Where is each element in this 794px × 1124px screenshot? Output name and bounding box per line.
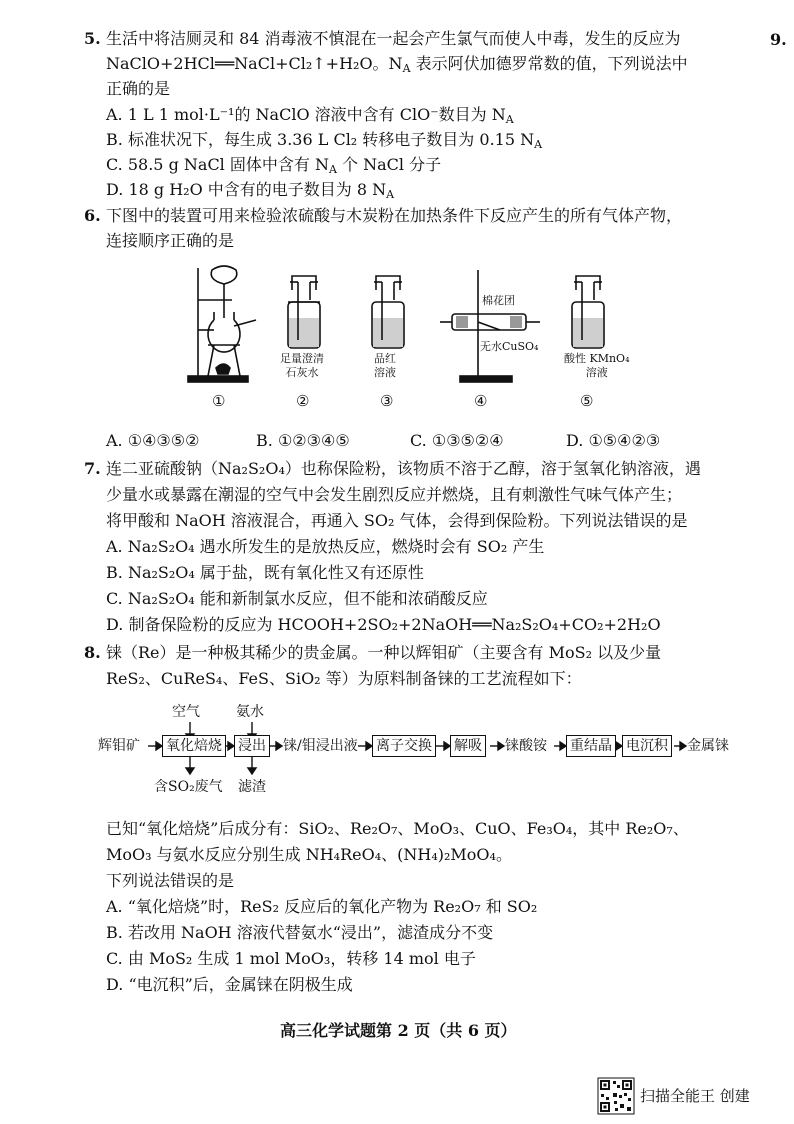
option-sub: A — [505, 113, 514, 126]
page-footer: 高三化学试题第 2 页（共 6 页） — [280, 1021, 517, 1040]
scanner-watermark-text: 扫描全能王 创建 — [640, 1087, 750, 1105]
label-line: 石灰水 — [285, 366, 319, 379]
option-label: B. — [106, 130, 123, 149]
apparatus-5-number: ⑤ — [580, 392, 594, 410]
option-label: D. — [106, 615, 124, 634]
flow-box-leach: 浸出 — [234, 735, 270, 757]
q8-known-line2: MoO₃ 与氨水反应分别生成 NH₄ReO₄、(NH₄)₂MoO₄。 — [106, 845, 512, 864]
q5-line2-a: NaClO+2HCl══NaCl+Cl₂↑+H₂O。N — [106, 54, 403, 73]
apparatus-3-number: ③ — [380, 392, 394, 410]
label-line: 酸性 KMnO₄ — [564, 352, 630, 365]
q7-line3: 将甲酸和 NaOH 溶液混合，再通入 SO₂ 气体，会得到保险粉。下列说法错误的是 — [106, 511, 688, 530]
label-line: 品红 — [374, 352, 396, 365]
q7-line1: 连二亚硫酸钠（Na₂S₂O₄）也称保险粉，该物质不溶于乙醇，溶于氢氧化钠溶液，遇 — [106, 459, 701, 478]
option-text-rest: 个 NaCl 分子 — [336, 155, 442, 174]
q6-line1: 下图中的装置可用来检验浓硫酸与木炭粉在加热条件下反应产生的所有气体产物， — [106, 206, 683, 225]
flow-box-ion-exchange: 离子交换 — [372, 735, 436, 757]
option-text: 58.5 g NaCl 固体中含有 N — [127, 155, 329, 174]
option-label: C. — [410, 431, 427, 450]
q5-line1: 生活中将洁厕灵和 84 消毒液不慎混在一起会产生氯气而使人中毒，发生的反应为 — [106, 29, 681, 48]
flow-start: 辉钼矿 — [98, 738, 140, 754]
option-label: D. — [566, 431, 584, 450]
flow-end-product: 金属铼 — [687, 738, 729, 754]
option-text: ①②③④⑤ — [277, 431, 350, 450]
option-text: ①④③⑤② — [127, 431, 200, 450]
q5-line2-sub: A — [402, 62, 411, 75]
option-text: ①⑤④②③ — [588, 431, 661, 450]
qr-code-icon — [598, 1078, 634, 1114]
option-text: Na₂S₂O₄ 遇水所发生的是放热反应，燃烧时会有 SO₂ 产生 — [127, 537, 545, 556]
q8-option-c[interactable] — [106, 948, 476, 970]
q7-line2: 少量水或暴露在潮湿的空气中会发生剧烈反应并燃烧，且有刺激性气味气体产生； — [106, 485, 683, 504]
q8-option-d[interactable] — [106, 974, 353, 996]
option-sub: A — [386, 188, 395, 201]
flow-intermediate-leachate: 铼/钼浸出液 — [283, 738, 358, 754]
option-sub: A — [534, 138, 543, 151]
q8-option-b[interactable] — [106, 922, 493, 944]
side-question-number: 9. — [770, 30, 787, 49]
option-label: B. — [106, 923, 123, 942]
option-text: “电沉积”后，金属铼在阴极生成 — [128, 975, 353, 994]
apparatus-1-number: ① — [212, 392, 226, 410]
option-label: C. — [106, 589, 123, 608]
option-label: C. — [106, 949, 123, 968]
q5-line2-b: 表示阿伏加德罗常数的值，下列说法中 — [410, 54, 688, 73]
q8-number: 8. — [84, 643, 101, 662]
option-text: Na₂S₂O₄ 能和新制氯水反应，但不能和浓硝酸反应 — [127, 589, 488, 608]
flow-input-air: 空气 — [172, 704, 200, 720]
label-line: 溶液 — [374, 366, 396, 379]
option-text: 若改用 NaOH 溶液代替氨水“浸出”，滤渣成分不变 — [127, 923, 494, 942]
flow-intermediate-ammonium-perrhenate: 铼酸铵 — [505, 738, 547, 754]
option-text: “氧化焙烧”时，ReS₂ 反应后的氧化产物为 Re₂O₇ 和 SO₂ — [127, 897, 538, 916]
option-label: D. — [106, 975, 124, 994]
option-label: A. — [106, 537, 123, 556]
option-label: D. — [106, 180, 124, 199]
option-text: 由 MoS₂ 生成 1 mol MoO₃，转移 14 mol 电子 — [127, 949, 476, 968]
flow-output-so2: 含SO₂废气 — [154, 779, 223, 795]
option-label: A. — [106, 897, 123, 916]
option-label: A. — [106, 431, 123, 450]
option-label: B. — [256, 431, 273, 450]
q8-line1: 铼（Re）是一种极其稀少的贵金属。一种以辉钼矿（主要含有 MoS₂ 以及少量 — [106, 643, 662, 662]
q8-known-line1: 已知“氧化焙烧”后成分有：SiO₂、Re₂O₇、MoO₃、CuO、Fe₃O₄，其中 Re₂O₇、 — [106, 819, 689, 838]
label-line: 足量澄清 — [280, 352, 324, 365]
flow-output-residue: 滤渣 — [238, 779, 266, 795]
option-text: 制备保险粉的反应为 HCOOH+2SO₂+2NaOH══Na₂S₂O₄+CO₂+2H₂O — [128, 615, 661, 634]
apparatus-4-label-bottom: 无水CuSO₄ — [480, 340, 539, 353]
q8-option-a[interactable] — [106, 896, 537, 918]
option-text: Na₂S₂O₄ 属于盐，既有氧化性又有还原性 — [127, 563, 424, 582]
apparatus-4-label-top: 棉花团 — [482, 294, 515, 307]
option-text: ①③⑤②④ — [431, 431, 504, 450]
q5-number: 5. — [84, 29, 101, 48]
option-sub: A — [328, 163, 337, 176]
apparatus-2-number: ② — [296, 392, 310, 410]
q8-ask: 下列说法错误的是 — [106, 871, 235, 890]
option-text: 标准状况下，每生成 3.36 L Cl₂ 转移电子数目为 0.15 N — [127, 130, 535, 149]
flow-box-desorb: 解吸 — [450, 735, 486, 757]
option-label: C. — [106, 155, 123, 174]
q8-line2: ReS₂、CuReS₄、FeS、SiO₂ 等）为原料制备铼的工艺流程如下： — [106, 669, 582, 688]
q7-number: 7. — [84, 459, 101, 478]
apparatus-4-number: ④ — [474, 392, 488, 410]
option-text: 18 g H₂O 中含有的电子数目为 8 N — [128, 180, 387, 199]
q6-line2: 连接顺序正确的是 — [106, 231, 235, 250]
flow-box-oxidize-roast: 氧化焙烧 — [162, 735, 226, 757]
label-line: 溶液 — [585, 366, 608, 379]
flow-box-electrodeposit: 电沉积 — [622, 735, 672, 757]
option-text: 1 L 1 mol·L⁻¹的 NaClO 溶液中含有 ClO⁻数目为 N — [127, 105, 506, 124]
flow-input-ammonia: 氨水 — [236, 704, 264, 720]
q6-number: 6. — [84, 206, 101, 225]
option-label: B. — [106, 563, 123, 582]
option-label: A. — [106, 105, 123, 124]
flow-box-recrystallize: 重结晶 — [566, 735, 616, 757]
q5-line3: 正确的是 — [106, 79, 171, 98]
